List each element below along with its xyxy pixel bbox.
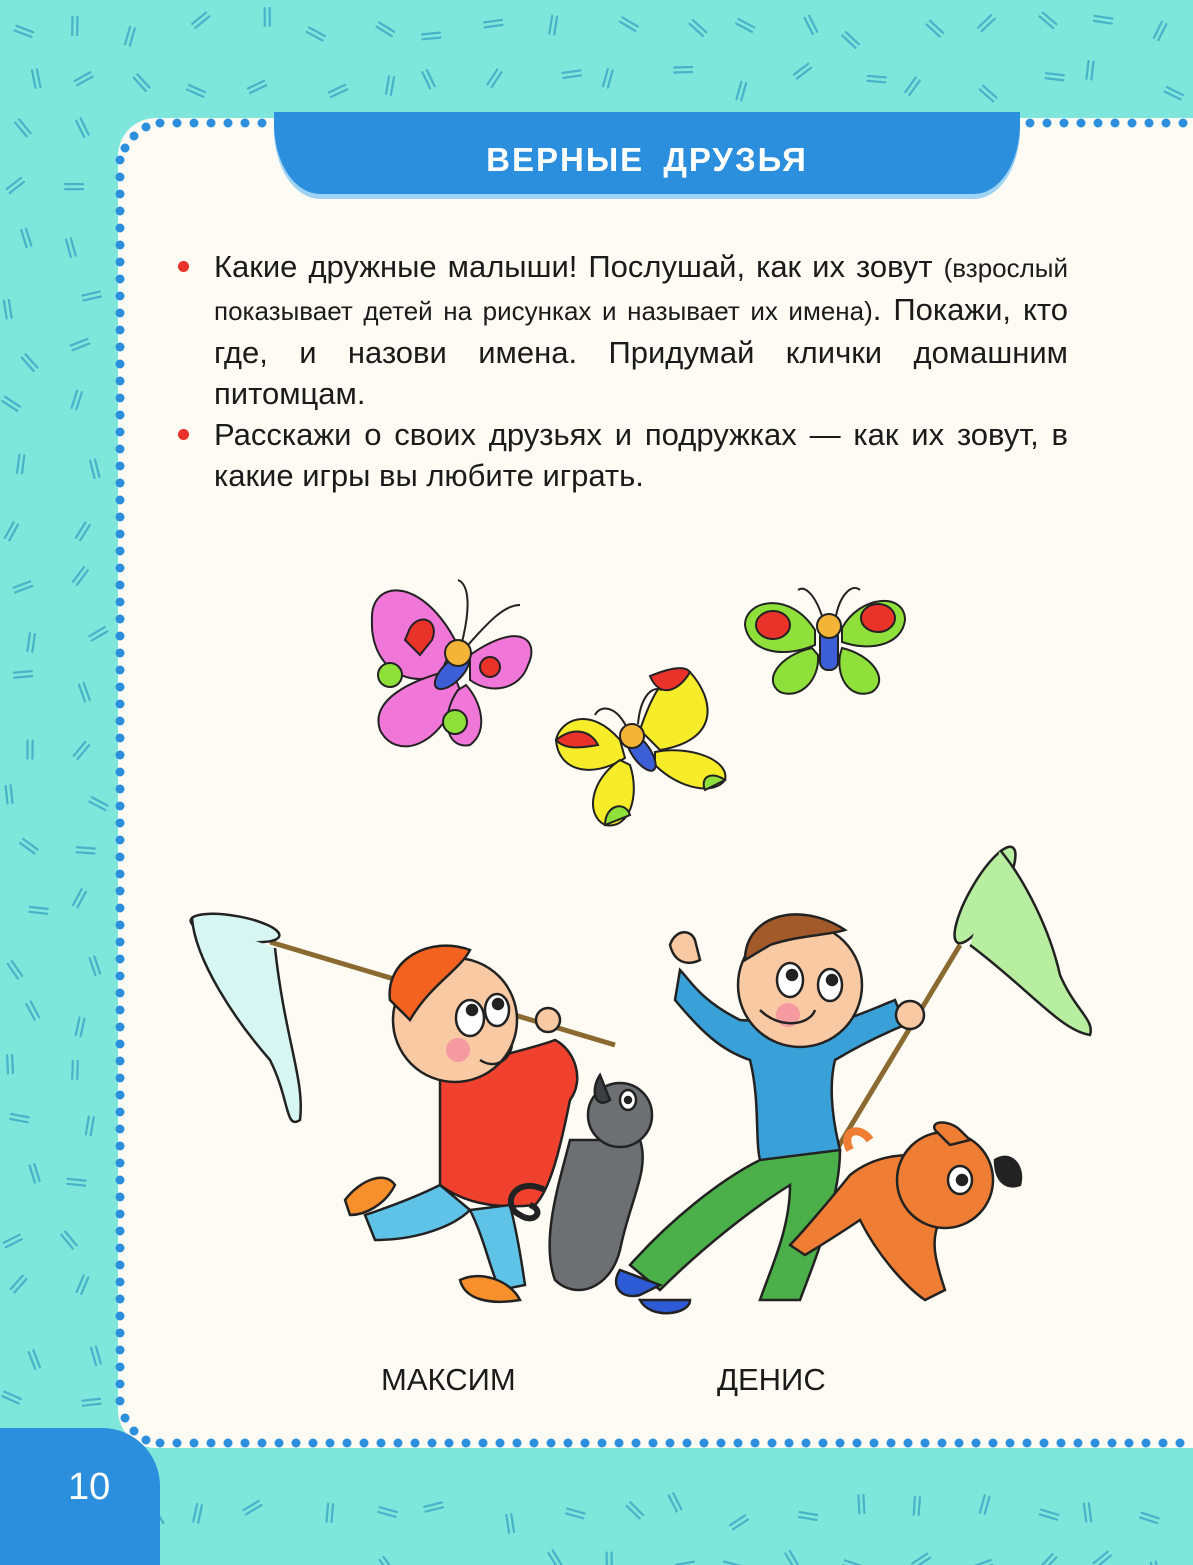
butterfly-green-icon — [745, 588, 905, 694]
butterfly-pink-icon — [372, 580, 531, 746]
caption-maksim: МАКСИМ — [381, 1362, 516, 1397]
task-text: . Покажи, кто где, и назови имена. Придумай клички домашним питомцам. — [214, 292, 1068, 411]
task-text: Расскажи о своих друзьях и подружках — как их зовут, в какие игры вы любите играть. — [214, 417, 1068, 493]
page-title: ВЕРНЫЕ ДРУЗЬЯ — [486, 141, 808, 178]
task-note: (взрослый показывает детей на рисунках и называет их имена) — [214, 253, 1068, 326]
boy-denis-illustration — [616, 914, 924, 1313]
butterfly-yellow-icon — [556, 668, 725, 825]
task-text: Какие дружные малыши! Послушай, как их зовут — [214, 249, 944, 284]
caption-denis: ДЕНИС — [717, 1362, 826, 1397]
boy-maksim-illustration — [345, 946, 577, 1302]
page-number: 10 — [68, 1466, 111, 1508]
